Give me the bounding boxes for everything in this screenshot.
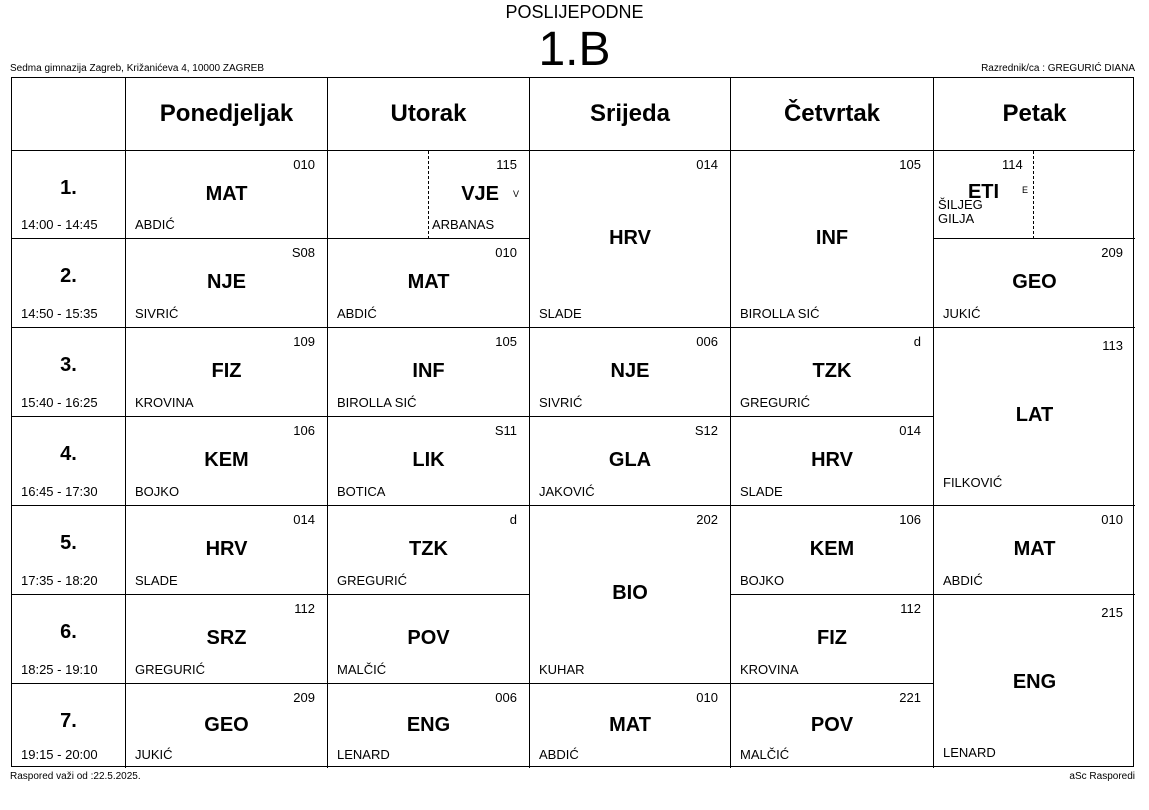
subject: LIK: [412, 449, 445, 471]
period-cell: [12, 506, 126, 595]
schedule-subtitle: POSLIJEPODNE: [505, 2, 644, 22]
lesson-cell: [530, 417, 731, 506]
teacher: ABDIĆ: [943, 573, 983, 588]
room-number: 014: [696, 157, 718, 172]
period-number: 1.: [60, 177, 77, 199]
subject: TZK: [409, 538, 448, 560]
subject: KEM: [809, 538, 855, 560]
lesson-cell: [328, 595, 530, 684]
period-cell: [12, 151, 126, 239]
lesson-cell-double: [530, 151, 731, 328]
room-number: 106: [293, 423, 315, 438]
period-time: 14:00 - 14:45: [21, 217, 98, 232]
teacher: JUKIĆ: [135, 747, 173, 762]
subject: BIO: [612, 582, 648, 604]
room-number: 010: [495, 245, 517, 260]
subject: KEM: [204, 449, 249, 471]
room-number: 010: [696, 690, 718, 705]
room-number: 115: [496, 157, 517, 172]
subject: TZK: [812, 360, 852, 382]
subject: VJE: [461, 183, 499, 205]
period-cell: [12, 684, 126, 768]
subject: MAT: [407, 271, 450, 293]
teacher: BIROLLA SIĆ: [740, 306, 820, 321]
room-number: d: [509, 512, 517, 527]
subject: NJE: [610, 360, 650, 382]
lesson-cell: [328, 684, 530, 768]
period-cell: [12, 595, 126, 684]
room-number: d: [913, 334, 921, 349]
teacher: BIROLLA SIĆ: [337, 395, 417, 410]
teacher: GREGURIĆ: [135, 662, 206, 677]
lesson-cell-double: [530, 506, 731, 684]
lesson-cell: [731, 595, 934, 684]
empty-half: [328, 151, 429, 239]
teacher: SLADE: [135, 573, 178, 588]
room-number: S11: [494, 423, 517, 438]
room-number: 106: [899, 512, 921, 527]
teacher: SIVRIĆ: [539, 395, 583, 410]
teacher: MALČIĆ: [337, 662, 387, 677]
teacher: ABDIĆ: [135, 217, 175, 232]
group-mark: V: [512, 189, 519, 199]
lesson-cell: [126, 595, 328, 684]
timetable-grid: [11, 77, 1134, 767]
lesson-cell: [731, 328, 934, 417]
subject: POV: [810, 714, 854, 736]
lesson-cell: [328, 506, 530, 595]
room-number: 202: [696, 512, 718, 527]
teacher: BOTICA: [337, 484, 386, 499]
subject: ETI: [967, 181, 1000, 203]
period-cell: [12, 328, 126, 417]
room-number: S08: [291, 245, 315, 260]
room-number: 114: [1002, 157, 1023, 172]
room-number: 010: [293, 157, 315, 172]
room-number: 014: [899, 423, 921, 438]
period-number: 2.: [60, 265, 77, 287]
teacher: BOJKO: [135, 484, 180, 499]
subject: GEO: [1012, 271, 1057, 293]
teacher: SLADE: [740, 484, 783, 499]
room-number: 006: [495, 690, 517, 705]
lesson-cell: [126, 151, 328, 239]
teacher: ŠILJEG GILJA: [938, 197, 983, 226]
subject: POV: [407, 627, 450, 649]
period-time: 16:45 - 17:30: [21, 484, 98, 499]
lesson-cell-split: [328, 151, 530, 239]
period-cell: [12, 239, 126, 328]
lesson-cell-double: [934, 328, 1135, 506]
teacher: ABDIĆ: [337, 306, 377, 321]
teacher: SLADE: [539, 306, 582, 321]
subject: MAT: [1013, 538, 1056, 560]
room-number: 112: [900, 601, 921, 616]
lesson-cell: [530, 684, 731, 768]
room-number: 109: [293, 334, 315, 349]
room-number: 113: [1102, 338, 1123, 353]
period-time: 15:40 - 16:25: [21, 395, 98, 410]
subject: HRV: [609, 227, 651, 249]
period-number: 4.: [60, 443, 77, 465]
room-number: 014: [293, 512, 315, 527]
lesson-cell-double: [934, 595, 1135, 768]
lesson-cell: [731, 417, 934, 506]
period-time: 18:25 - 19:10: [21, 662, 98, 677]
teacher: KUHAR: [539, 662, 585, 677]
school-name: Sedma gimnazija Zagreb, Križanićeva 4, 10000 ZAGREB: [10, 63, 265, 74]
room-number: 105: [899, 157, 921, 172]
teacher: LENARD: [943, 745, 996, 760]
lesson-cell: [934, 239, 1135, 328]
subject: GLA: [608, 449, 652, 471]
lesson-cell: [731, 506, 934, 595]
room-number: 112: [294, 601, 315, 616]
subject: INF: [815, 227, 849, 249]
subject: MAT: [205, 183, 248, 205]
period-number: 3.: [60, 354, 77, 376]
teacher: ARBANAS: [432, 217, 495, 232]
room-number: S12: [694, 423, 718, 438]
valid-from: Raspored važi od :22.5.2025.: [10, 771, 141, 782]
room-number: 105: [495, 334, 517, 349]
period-cell: [12, 417, 126, 506]
lesson-cell: [328, 417, 530, 506]
subject: INF: [412, 360, 445, 382]
period-time: 19:15 - 20:00: [21, 747, 98, 762]
group-mark: E: [1022, 185, 1029, 195]
room-number: 209: [293, 690, 315, 705]
subject: FIZ: [211, 360, 242, 382]
teacher: MALČIĆ: [740, 747, 790, 762]
class-name: 1.B: [538, 23, 611, 76]
room-number: 221: [899, 690, 921, 705]
class-teacher: Razrednik/ca : GREGURIĆ DIANA: [981, 63, 1135, 74]
subject: LAT: [1015, 404, 1054, 426]
room-number: 006: [696, 334, 718, 349]
teacher: GREGURIĆ: [337, 573, 408, 588]
period-time: 17:35 - 18:20: [21, 573, 98, 588]
teacher: KROVINA: [740, 662, 799, 677]
period-number: 6.: [60, 621, 77, 643]
lesson-cell: [328, 328, 530, 417]
teacher: SIVRIĆ: [135, 306, 179, 321]
lesson-cell: [530, 328, 731, 417]
subject: SRZ: [206, 627, 247, 649]
generator-label: aSc Rasporedi: [1069, 771, 1135, 782]
period-time: 14:50 - 15:35: [21, 306, 98, 321]
teacher: JUKIĆ: [943, 306, 981, 321]
lesson-cell: [126, 239, 328, 328]
day-header-wed: Srijeda: [530, 78, 731, 151]
subject: MAT: [609, 714, 651, 736]
teacher: BOJKO: [740, 573, 785, 588]
lesson-cell: [126, 684, 328, 768]
teacher: FILKOVIĆ: [943, 475, 1003, 490]
teacher: KROVINA: [135, 395, 194, 410]
teacher: JAKOVIĆ: [539, 484, 595, 499]
subject: ENG: [1012, 671, 1057, 693]
room-number: 209: [1101, 245, 1123, 260]
period-number: 7.: [60, 710, 77, 732]
teacher: ABDIĆ: [539, 747, 579, 762]
lesson-cell: [328, 239, 530, 328]
day-header-thu: Četvrtak: [731, 78, 934, 151]
room-number: 010: [1101, 512, 1123, 527]
lesson-cell: [126, 506, 328, 595]
period-number: 5.: [60, 532, 77, 554]
lesson-cell: [731, 684, 934, 768]
day-header-fri: Petak: [934, 78, 1135, 151]
day-header-mon: Ponedjeljak: [126, 78, 328, 151]
subject: FIZ: [817, 627, 847, 649]
room-number: 215: [1101, 605, 1123, 620]
teacher: LENARD: [337, 747, 390, 762]
lesson-cell-split: [934, 151, 1135, 239]
corner-cell: [12, 78, 126, 151]
lesson-cell: [126, 417, 328, 506]
subject: ENG: [406, 714, 451, 736]
lesson-cell: [934, 506, 1135, 595]
lesson-cell: [126, 328, 328, 417]
subject: GEO: [204, 714, 249, 736]
subject: HRV: [205, 538, 248, 560]
teacher: GREGURIĆ: [740, 395, 811, 410]
subject: NJE: [207, 271, 246, 293]
subject: HRV: [811, 449, 853, 471]
lesson-cell-double: [731, 151, 934, 328]
day-header-tue: Utorak: [328, 78, 530, 151]
